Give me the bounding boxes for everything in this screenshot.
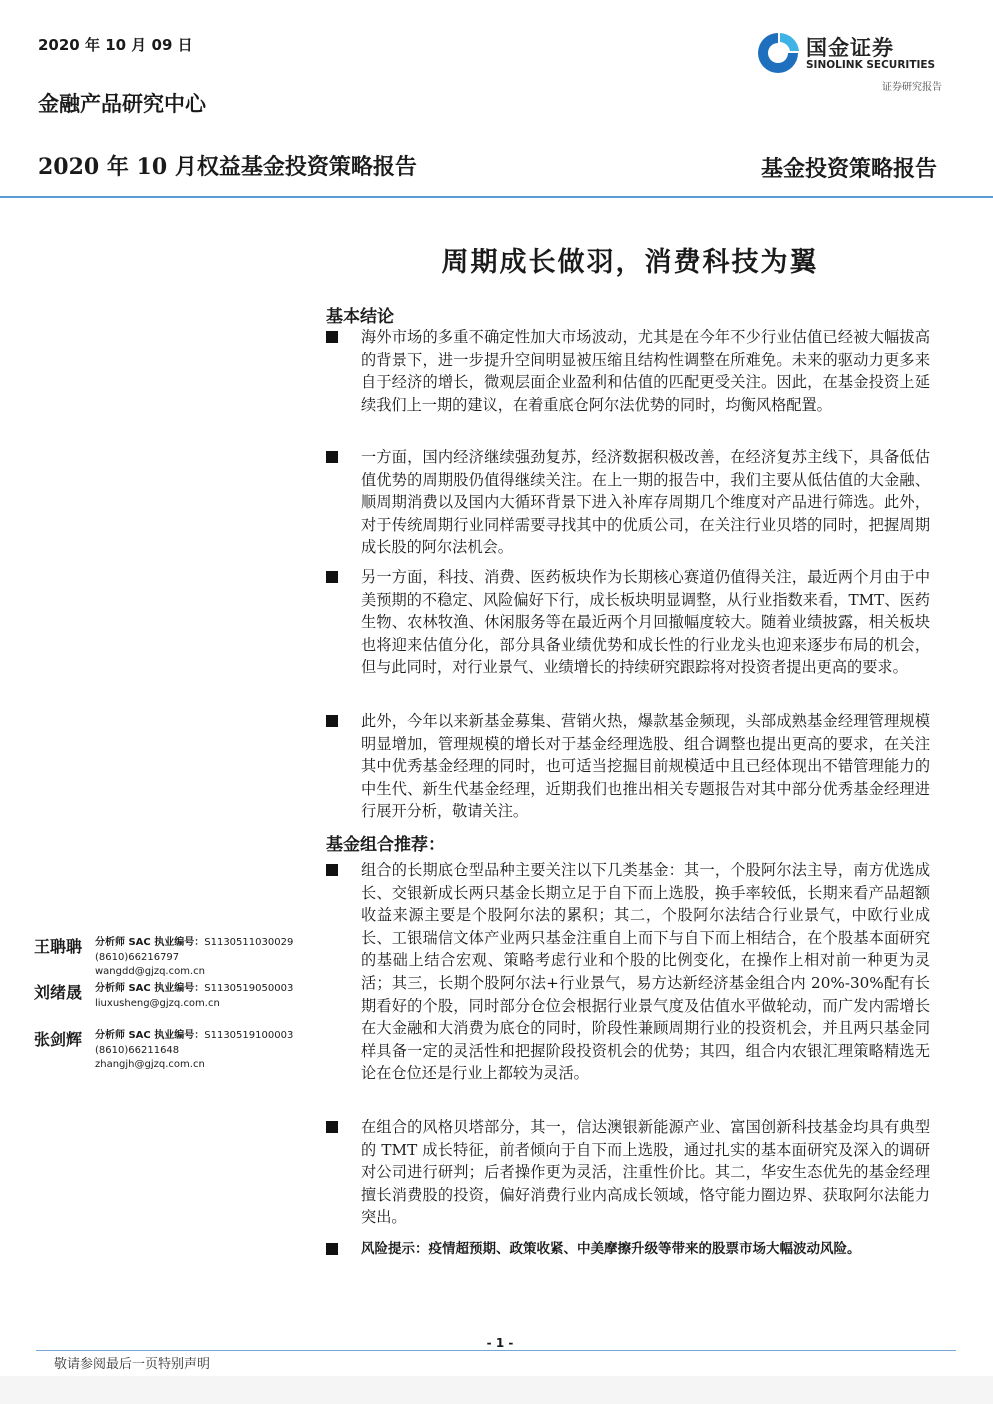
analyst-name: 王聃聃 xyxy=(34,937,83,956)
footer-band xyxy=(0,1376,993,1404)
square-bullet-icon xyxy=(326,864,338,876)
conclusion-text: 另一方面，科技、消费、医药板块作为长期核心赛道仍值得关注，最近两个月由于中美预期的不稳定、风险偏好下行，成长板块明显调整，从行业指数来看，TMT、医药生物、农林牧渔、休闲服务等在最近两个月回撤幅度较大。随着业绩披露，相关板块也将迎来估值分化，部分具备业绩优势和成长性的行业龙头也迎来逐步布局的机会，但与此同时，对行业景气、业绩增长的持续研究跟踪将对投资者提出更高的要求。 xyxy=(361,568,930,677)
analyst-id: S1130511030029 xyxy=(204,937,294,948)
analyst-phone: (8610)66216797 xyxy=(95,951,180,963)
footer-divider xyxy=(36,1350,956,1351)
analyst-email[interactable]: zhangjh@gjzq.com.cn xyxy=(95,1059,205,1070)
square-bullet-icon xyxy=(326,1243,338,1255)
analyst-id-label: 分析师 SAC 执业编号： xyxy=(95,937,205,948)
risk-warning-bullet xyxy=(326,1238,930,1261)
analyst-info xyxy=(95,1029,335,1073)
analyst-info xyxy=(95,936,335,980)
report-type: 基金投资策略报告 xyxy=(760,156,937,182)
analyst-name: 刘绪晟 xyxy=(34,983,83,1002)
report-title: 2020 年 10 月权益基金投资策略报告 xyxy=(38,154,417,180)
square-bullet-icon xyxy=(326,331,338,343)
logo-english-name: SINOLINK SECURITIES xyxy=(806,59,936,71)
portfolio-bullet xyxy=(326,859,930,1085)
analyst-name: 张剑辉 xyxy=(34,1030,83,1049)
analyst-id-label: 分析师 SAC 执业编号： xyxy=(95,983,205,994)
portfolio-bullet xyxy=(326,1116,930,1229)
company-logo xyxy=(754,30,944,96)
report-date: 2020 年 10 月 09 日 xyxy=(38,36,193,54)
conclusion-bullet xyxy=(326,710,930,823)
portfolio-text: 组合的长期底仓型品种主要关注以下几类基金：其一，个股阿尔法主导，南方优选成长、交银新成长两只基金长期立足于自下而上选股，换手率较低，长期来看产品超额收益来源主要是个股阿尔法的累积；其二，个股阿尔法结合行业景气，中欧行业成长、工银瑞信文体产业两只基金注重自上而下与自下而上相结合，在个股基本面研究的基础上结合宏观、策略考虑行业和个股的比例变化，在操作上相对前一种更为灵活；其三，长期个股阿尔法+行业景气，易方达新经济基金组合内 20%-30%配有长期看好的个股，同时部分仓位会根据行业景气度及估值水平做轮动，而广发内需增长在大金融和大消费为底仓的同时，阶段性兼顾周期行业的投资机会，并且两只基金同样具备一定的灵活性和把握阶段投资机会的优势；其四，组合内农银汇理策略精选无论在仓位还是行业上都较为灵活。 xyxy=(361,861,930,1083)
analyst-info xyxy=(95,982,335,1011)
conclusion-text: 海外市场的多重不确定性加大市场波动，尤其是在今年不少行业估值已经被大幅拔高的背景下，进一步提升空间明显被压缩且结构性调整在所难免。未来的驱动力更多来自于经济的增长，微观层面企业盈利和估值的匹配更受关注。因此，在基金投资上延续我们上一期的建议，在着重底仓阿尔法优势的同时，均衡风格配置。 xyxy=(361,328,930,414)
sinolink-logo-icon xyxy=(754,30,802,76)
analyst-phone: (8610)66211648 xyxy=(95,1044,180,1056)
analyst-email[interactable]: liuxusheng@gjzq.com.cn xyxy=(95,997,220,1009)
conclusion-text: 此外，今年以来新基金募集、营销火热，爆款基金频现，头部成熟基金经理管理规模明显增加，管理规模的增长对于基金经理选股、组合调整也提出更高的要求，在关注其中优秀基金经理的同时，也可适当挖掘目前规模适中且已经体现出不错管理能力的中生代、新生代基金经理，近期我们也推出相关专题报告对其中部分优秀基金经理进行展开分析，敬请关注。 xyxy=(361,712,930,821)
square-bullet-icon xyxy=(326,715,338,727)
research-center-name: 金融产品研究中心 xyxy=(38,91,206,116)
headline: 周期成长做羽，消费科技为翼 xyxy=(441,247,819,278)
logo-chinese-name: 国金证券 xyxy=(806,36,894,60)
analyst-email[interactable]: wangdd@gjzq.com.cn xyxy=(95,966,205,977)
square-bullet-icon xyxy=(326,451,338,463)
section-title-conclusion: 基本结论 xyxy=(326,307,394,327)
risk-warning-text: 风险提示：疫情超预期、政策收紧、中美摩擦升级等带来的股票市场大幅波动风险。 xyxy=(361,1241,861,1257)
square-bullet-icon xyxy=(326,571,338,583)
section-title-portfolio: 基金组合推荐： xyxy=(326,835,445,855)
logo-subtitle: 证券研究报告 xyxy=(882,82,942,93)
portfolio-text: 在组合的风格贝塔部分，其一，信达澳银新能源产业、富国创新科技基金均具有典型的 TMT 成长特征，前者倾向于自下而上选股，通过扎实的基本面研究及深入的调研对公司进行研判；后者操作更为灵活，注重性价比。其二，华安生态优先的基金经理擅长消费股的投资，偏好消费行业内高成长领域，恪守能力圈边界、获取阿尔法能力突出。 xyxy=(361,1118,930,1227)
header-divider xyxy=(0,196,993,198)
analyst-id: S1130519050003 xyxy=(204,983,294,994)
square-bullet-icon xyxy=(326,1121,338,1133)
disclaimer-note: 敬请参阅最后一页特别声明 xyxy=(54,1357,211,1372)
conclusion-bullet xyxy=(326,326,930,416)
conclusion-bullet xyxy=(326,446,930,559)
conclusion-text: 一方面，国内经济继续强劲复苏，经济数据积极改善，在经济复苏主线下，具备低估值优势的周期股仍值得继续关注。在上一期的报告中，我们主要从低估值的大金融、顺周期消费以及国内大循环背景下进入补库存周期几个维度对产品进行筛选。此外，对于传统周期行业同样需要寻找其中的优质公司，在关注行业贝塔的同时，把握周期成长股的阿尔法机会。 xyxy=(361,448,930,557)
conclusion-bullet xyxy=(326,566,930,679)
analyst-id-label: 分析师 SAC 执业编号： xyxy=(95,1030,205,1041)
page-number: - 1 - xyxy=(486,1336,514,1350)
analyst-id: S1130519100003 xyxy=(204,1030,294,1041)
